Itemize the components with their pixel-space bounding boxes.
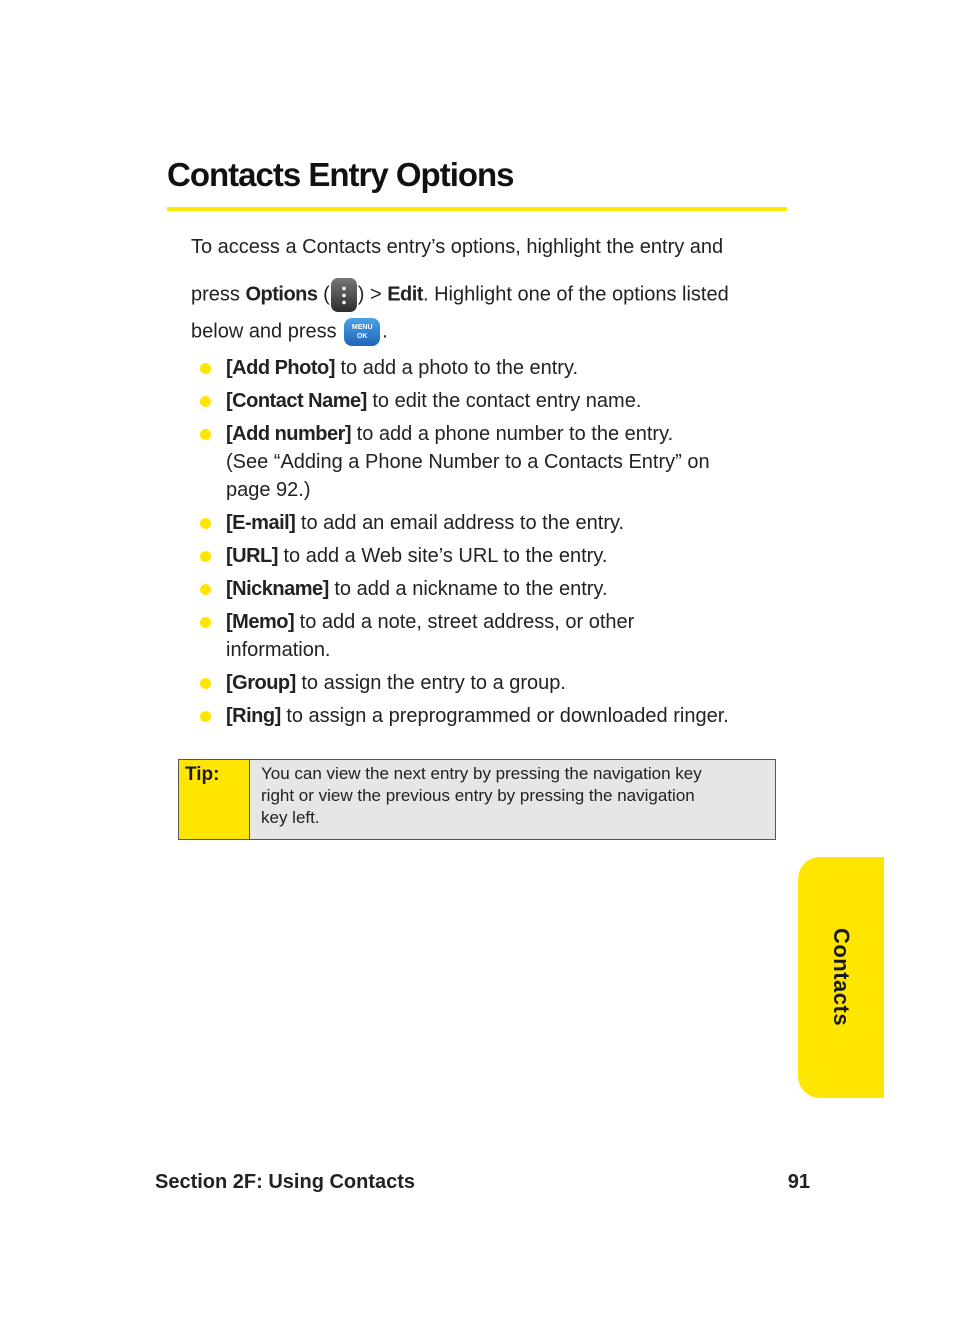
intro-text: press [191, 283, 246, 306]
bullet-icon [200, 551, 211, 562]
option-term: [Memo] [226, 611, 295, 633]
intro-text: . [382, 320, 388, 343]
intro-line-2 [191, 278, 729, 312]
intro-text: ) > [357, 283, 388, 306]
option-term: [Nickname] [226, 578, 329, 600]
option-text-cont: (See “Adding a Phone Number to a Contacts Entry” on [226, 451, 710, 473]
bullet-icon [200, 584, 211, 595]
tip-text [250, 760, 775, 839]
options-key-icon [331, 278, 357, 312]
intro-line-1: To access a Contacts entry’s options, highlight the entry and [191, 236, 724, 258]
intro-text: below and press [191, 320, 343, 343]
bullet-icon [200, 678, 211, 689]
page-title: Contacts Entry Options [167, 156, 514, 193]
option-text: to add a phone number to the entry. [351, 423, 674, 445]
bullet-icon [200, 711, 211, 722]
footer-section: Section 2F: Using Contacts [155, 1171, 416, 1193]
option-term: [Contact Name] [226, 390, 367, 412]
bullet-icon [200, 518, 211, 529]
intro-text: . Highlight one of the options listed [422, 283, 729, 306]
edit-label: Edit [387, 283, 423, 306]
list-item [226, 608, 786, 664]
bullet-icon [200, 396, 211, 407]
intro-line-3 [191, 318, 388, 346]
option-text-cont: information. [226, 639, 331, 661]
list-item [226, 420, 786, 504]
option-term: [Add Photo] [226, 357, 335, 379]
option-text: to add a photo to the entry. [334, 357, 579, 379]
list-item [226, 542, 786, 570]
option-term: [Ring] [226, 705, 281, 727]
option-text: to assign a preprogrammed or downloaded ringer. [280, 705, 729, 727]
option-text-cont: page 92.) [226, 479, 311, 501]
title-underline [167, 207, 787, 211]
option-term: [E-mail] [226, 512, 296, 534]
option-term: [URL] [226, 545, 278, 567]
side-tab-label: Contacts [829, 927, 854, 1027]
option-term: [Add number] [226, 423, 352, 445]
bullet-icon [200, 363, 211, 374]
option-term: [Group] [226, 672, 296, 694]
list-item [226, 387, 786, 415]
option-text: to add a note, street address, or other [294, 611, 635, 633]
menu-key-bottom: OK [356, 333, 368, 340]
bullet-icon [200, 617, 211, 628]
page-number: 91 [787, 1171, 810, 1193]
tip-line: You can view the next entry by pressing the navigation key [261, 764, 702, 783]
list-item [226, 669, 786, 697]
option-text: to assign the entry to a group. [295, 672, 566, 694]
tip-label: Tip: [179, 760, 250, 839]
list-item [226, 702, 786, 730]
list-item [226, 509, 786, 537]
list-item [226, 575, 786, 603]
option-text: to add an email address to the entry. [295, 512, 625, 534]
options-label: Options [245, 283, 318, 306]
list-item [226, 354, 786, 382]
menu-ok-key-icon [344, 318, 380, 346]
tip-box [178, 759, 776, 840]
intro-text: ( [317, 283, 330, 306]
menu-key-top: MENU [351, 324, 373, 331]
option-text: to add a Web site’s URL to the entry. [277, 545, 608, 567]
tip-line: right or view the previous entry by pressing the navigation [261, 786, 695, 805]
tip-line: key left. [261, 808, 320, 827]
section-side-tab [798, 857, 884, 1098]
option-text: to edit the contact entry name. [366, 390, 642, 412]
option-text: to add a nickname to the entry. [328, 578, 608, 600]
bullet-icon [200, 429, 211, 440]
